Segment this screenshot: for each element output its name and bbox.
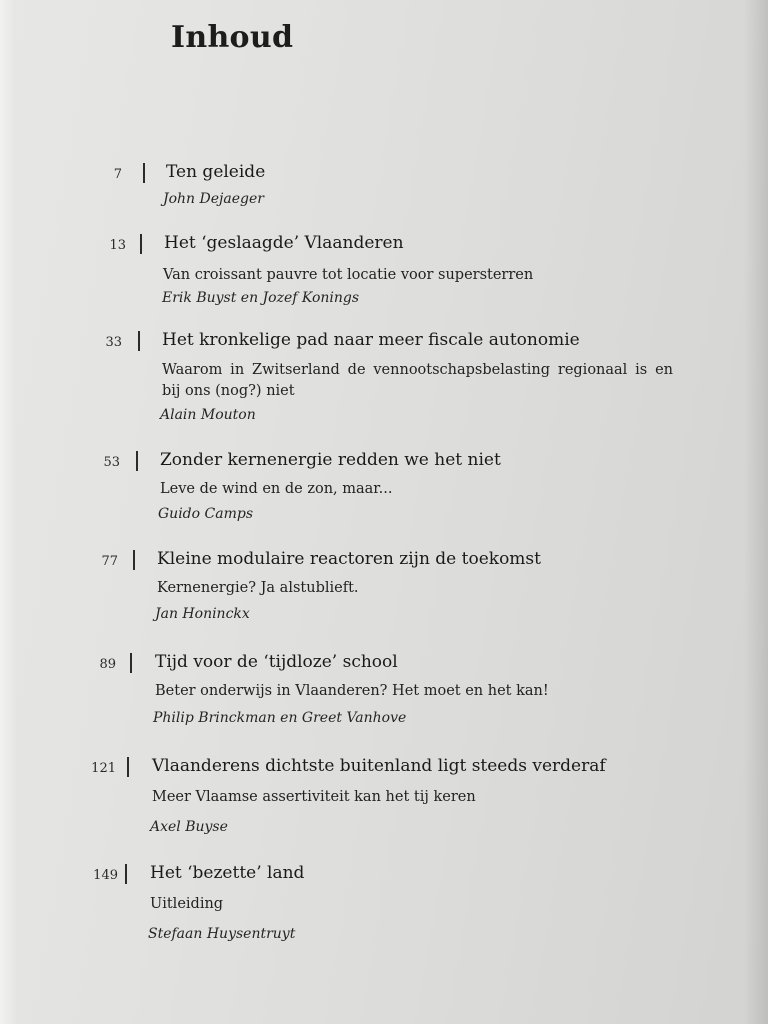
entry-subtitle: Meer Vlaamse assertiviteit kan het tij keren: [152, 789, 476, 805]
page-number: 7: [113, 167, 122, 182]
entry-subtitle: Van croissant pauvre tot locatie voor supersterren: [163, 267, 534, 283]
entry-title: Vlaanderens dichtste buitenland ligt steeds verderaf: [152, 756, 606, 776]
entry-title: Het ‘bezette’ land: [150, 863, 305, 883]
page-left-edge: [0, 0, 16, 1024]
entry-author: Stefaan Huysentruyt: [148, 926, 296, 942]
entry-divider: [127, 757, 129, 777]
entry-author: Axel Buyse: [150, 819, 228, 835]
entry-author: Guido Camps: [158, 506, 253, 522]
entry-author: Erik Buyst en Jozef Konings: [162, 290, 360, 306]
entry-divider: [136, 451, 138, 471]
page-right-shadow: [744, 0, 768, 1024]
entry-subtitle: Kernenergie? Ja alstublieft.: [157, 580, 359, 596]
page-number: 89: [99, 657, 116, 672]
entry-subtitle: Beter onderwijs in Vlaanderen? Het moet en het kan!: [155, 683, 549, 699]
entry-divider: [130, 653, 132, 673]
page-number: 149: [93, 868, 118, 883]
entry-divider: [125, 864, 127, 884]
entry-author: Philip Brinckman en Greet Vanhove: [153, 710, 407, 726]
entry-title: Kleine modulaire reactoren zijn de toekomst: [157, 549, 541, 569]
entry-divider: [143, 163, 145, 183]
entry-title: Het ‘geslaagde’ Vlaanderen: [164, 233, 404, 253]
entry-divider: [140, 234, 142, 254]
entry-divider: [133, 550, 135, 570]
page-number: 53: [103, 455, 120, 470]
entry-subtitle: Uitleiding: [150, 896, 224, 912]
entry-title: Het kronkelige pad naar meer fiscale autonomie: [162, 330, 580, 350]
entry-author: John Dejaeger: [163, 191, 264, 207]
page-number: 121: [91, 761, 116, 776]
entry-author: Alain Mouton: [160, 407, 256, 423]
toc-title: Inhoud: [171, 20, 294, 55]
entry-title: Tijd voor de ‘tijdloze’ school: [155, 652, 398, 672]
page-number: 33: [105, 335, 122, 350]
page-number: 77: [101, 554, 118, 569]
entry-author: Jan Honinckx: [155, 606, 250, 622]
entry-title: Ten geleide: [166, 162, 266, 182]
entry-divider: [138, 331, 140, 351]
page-number: 13: [109, 238, 126, 253]
entry-subtitle: Waarom in Zwitserland de vennootschapsbelasting regionaal is en bij ons (nog?) niet: [162, 362, 673, 399]
entry-subtitle: Leve de wind en de zon, maar...: [160, 481, 393, 497]
entry-title: Zonder kernenergie redden we het niet: [160, 450, 501, 470]
